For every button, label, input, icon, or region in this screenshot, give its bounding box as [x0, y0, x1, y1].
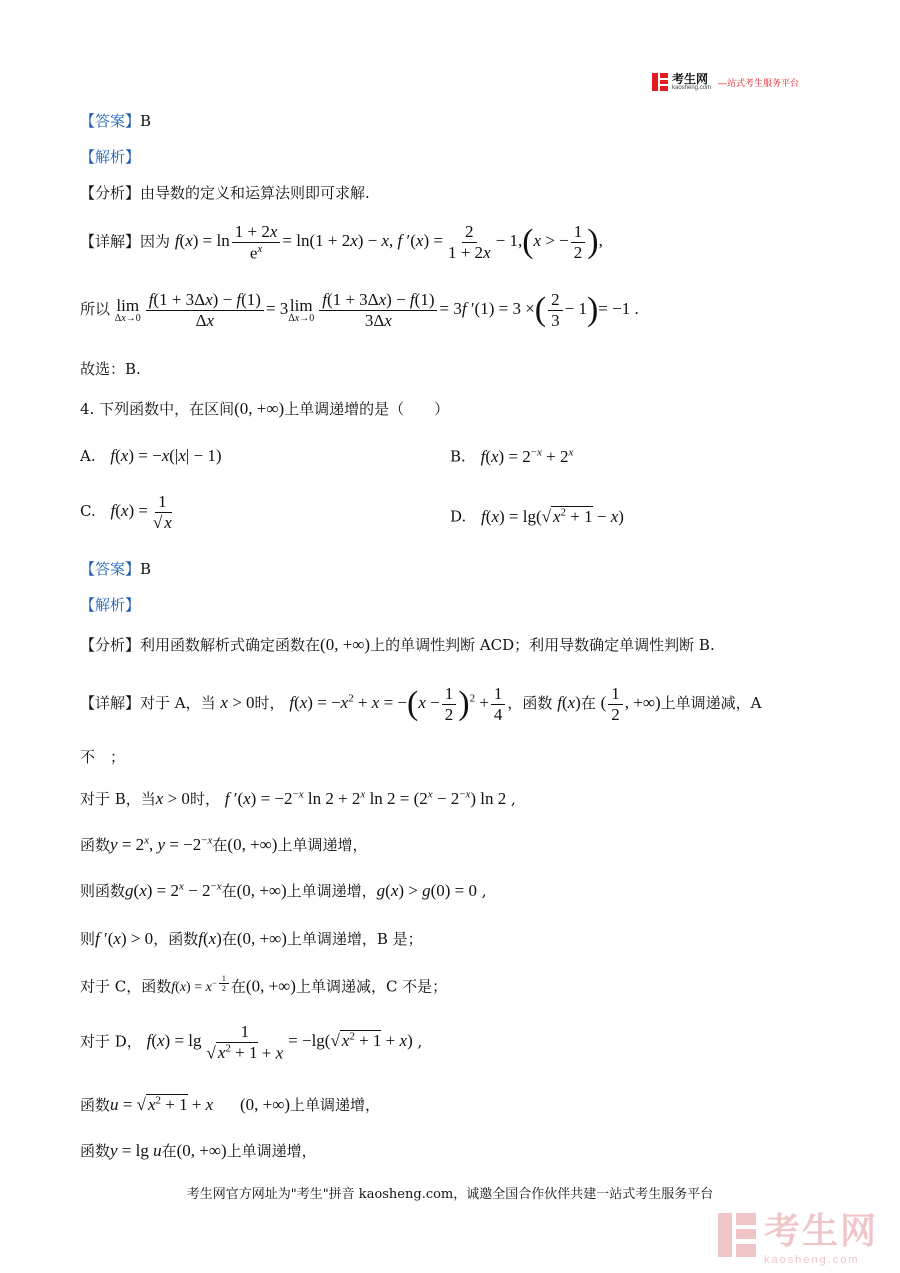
line-b7: 在	[221, 882, 237, 900]
answer-tag: 【答案】	[80, 112, 141, 130]
watermark-text: 考生网	[764, 1210, 879, 1251]
line-d4: 函数	[80, 1142, 111, 1160]
line-d5: 在	[161, 1142, 177, 1160]
detail-a3: ，函数	[507, 693, 553, 712]
fenxi-text: 由导数的定义和运算法则即可求解.	[140, 184, 370, 202]
q3-answer	[80, 110, 151, 131]
q3-fenxi	[80, 182, 370, 203]
q3-derivative-formula: f(x) = ln $\frac{1 + 2x}{e^x}$ = ln(1 + 2x) − x, f ′(x) = $\frac{2}{1 + 2x}$ − 1,(x > − $\frac{1}{2}$ ),	[174, 222, 603, 263]
line-b3: 函数	[80, 836, 111, 854]
answer-value: B	[140, 112, 152, 130]
line-b10: ，函数	[153, 930, 199, 948]
line-b11: 在	[221, 930, 237, 948]
line-c1: 对于 C，函数	[80, 977, 172, 996]
q4-answer	[80, 558, 151, 579]
detail-intro: 因为	[140, 232, 171, 251]
q4-fenxi: 【分析】利用函数解析式确定函数在(0, +∞)上的单调性判断 ACD；利用导数确定单调性判断 B.	[80, 635, 715, 654]
option-a-label: A.	[80, 447, 96, 465]
q4-detail-tag: 【详解】	[80, 693, 141, 712]
logo-domain: kaosheng.com	[672, 85, 712, 91]
line-b5: 上单调递增，	[277, 836, 368, 854]
q4-detail-c: 对于 C，函数$f(x) = x^{- \frac{1}{2}}$ 在(0, +∞)上单调递减，C 不是；	[80, 974, 448, 996]
logo-icon	[652, 73, 668, 91]
q4-option-c: C. f(x) = $\frac{1}{√ x}$	[80, 492, 172, 532]
line-c3: 上单调递减，C 不是；	[295, 977, 448, 996]
line-d3: 上单调递增，	[290, 1096, 381, 1114]
q4-option-a: A. f(x) = −x(|x| − 1)	[80, 446, 222, 465]
detail-a1: 对于 A，当	[140, 693, 216, 712]
header-slogan: —站式考生服务平台	[718, 77, 800, 88]
line-d2: 函数	[80, 1096, 111, 1114]
q4-detail-b4: 则f ′(x) > 0，函数f(x)在(0, +∞)上单调递增，B 是；	[80, 929, 423, 948]
option-d-label: D.	[450, 507, 467, 526]
q3-detail	[80, 222, 603, 263]
suoyi: 所以	[80, 299, 111, 318]
line-b9: 则	[80, 930, 96, 948]
q4-stem: 4. 下列函数中，在区间(0, +∞)上单调递增的是（ ）	[80, 399, 450, 418]
detail-tag: 【详解】	[80, 232, 141, 251]
q4-answer-tag: 【答案】	[80, 560, 141, 578]
line-b2: 时，	[189, 790, 220, 808]
q4-fenxi-tag: 【分析】	[80, 636, 141, 654]
q4-fenxi-1: 利用函数解析式确定函数在	[140, 636, 321, 654]
line-b4: 在	[212, 836, 228, 854]
q4-stem-text: 4. 下列函数中，在区间	[80, 400, 235, 418]
detail-a5: 上单调递减，A	[660, 693, 762, 712]
q4-detail-b3: 则函数$g(x) = 2^x - 2^{-x}$在(0, +∞)上单调递增，g(x) > g(0) = 0 ,	[80, 880, 487, 900]
logo-text: 考生网	[672, 72, 709, 86]
q4-detail-b2: 函数$y = 2^x$, $y = -2^{-x}$在(0, +∞)上单调递增，	[80, 834, 368, 854]
option-c-label: C.	[80, 501, 96, 520]
q4-detail-d1: 对于 D， f(x) = lg $\frac{1}{√ x^2 + 1 + x}$ = −lg(√ $x^2 + 1 + x$) ,	[80, 1022, 423, 1063]
line-c2: 在	[230, 977, 246, 996]
q4-option-b: B. $f(x) = 2^{-x} + 2^x$	[450, 446, 574, 466]
analysis-tag: 【解析】	[80, 148, 141, 166]
q4-analysis-tag: 【解析】	[80, 596, 141, 614]
q4-detail-b1: 对于 B，当x > 0时， f $'(x) = -2^{-x}$ $\ln 2 + 2^x$ $\ln 2 = (2^x - 2^{-x})$ ln 2 ,	[80, 788, 516, 808]
fenxi-tag: 【分析】	[80, 184, 141, 202]
q3-limit-formula: lim Δx→0 $\frac{f(1 + 3\Delta x) - f(1)}{\Delta x}$ = 3 lim Δx→0 $\frac{f(1 + 3\Delta x) - f(1)}{3\Delta x}$ = 3f ′(1) = 3 ×( $\frac{2}{3}$ − 1)= −1 .	[114, 290, 639, 330]
header-logo	[652, 73, 799, 91]
line-b6: 则函数	[80, 882, 126, 900]
line-d6: 上单调递增，	[226, 1142, 317, 1160]
q3-choice: 故选：B.	[80, 360, 141, 378]
line-b1: 对于 B，当	[80, 790, 156, 808]
watermark	[718, 1203, 878, 1266]
watermark-domain: kaosheng.com	[764, 1254, 860, 1266]
detail-a6: 不 ；	[80, 748, 126, 766]
detail-a4: 在	[580, 693, 596, 712]
page-footer: 考生网官方网址为"考生"拼音 kaosheng.com，诚邀全国合作伙伴共建一站式考生服务平台	[186, 1187, 714, 1202]
line-d1: 对于 D，	[80, 1032, 142, 1051]
q4-option-d: D. f(x) = lg(√ $x^2 + 1 - x$)	[450, 506, 624, 526]
q4-fenxi-2: 上的单调性判断 ACD；利用导数确定单调性判断 B.	[370, 636, 715, 654]
line-b12: 上单调递增，B 是；	[286, 930, 423, 948]
q3-limit	[80, 290, 639, 330]
q4-detail-a: 【详解】对于 A，当 x > 0时， $f(x) = -x^2 + x = -(x$ − $\frac{1}{2}$ )$^2$ + $\frac{1}{4}$ ，函数 f(x)在 ( $\frac{1}{2}$ , +∞)上单调递减，A	[80, 684, 762, 724]
option-b-label: B.	[450, 447, 466, 466]
q4-detail-d2: 函数u = √ $x^2 + 1 + x$ (0, +∞)上单调递增，	[80, 1094, 381, 1114]
detail-a2: 时，	[254, 693, 285, 712]
q4-detail-d3: 函数y = lg u在(0, +∞)上单调递增，	[80, 1141, 317, 1160]
q4-answer-value: B	[140, 560, 152, 578]
line-b8: 上单调递增，	[286, 882, 377, 900]
watermark-logo-icon	[718, 1213, 756, 1257]
q4-stem-end: 上单调递增的是（ ）	[284, 400, 450, 418]
